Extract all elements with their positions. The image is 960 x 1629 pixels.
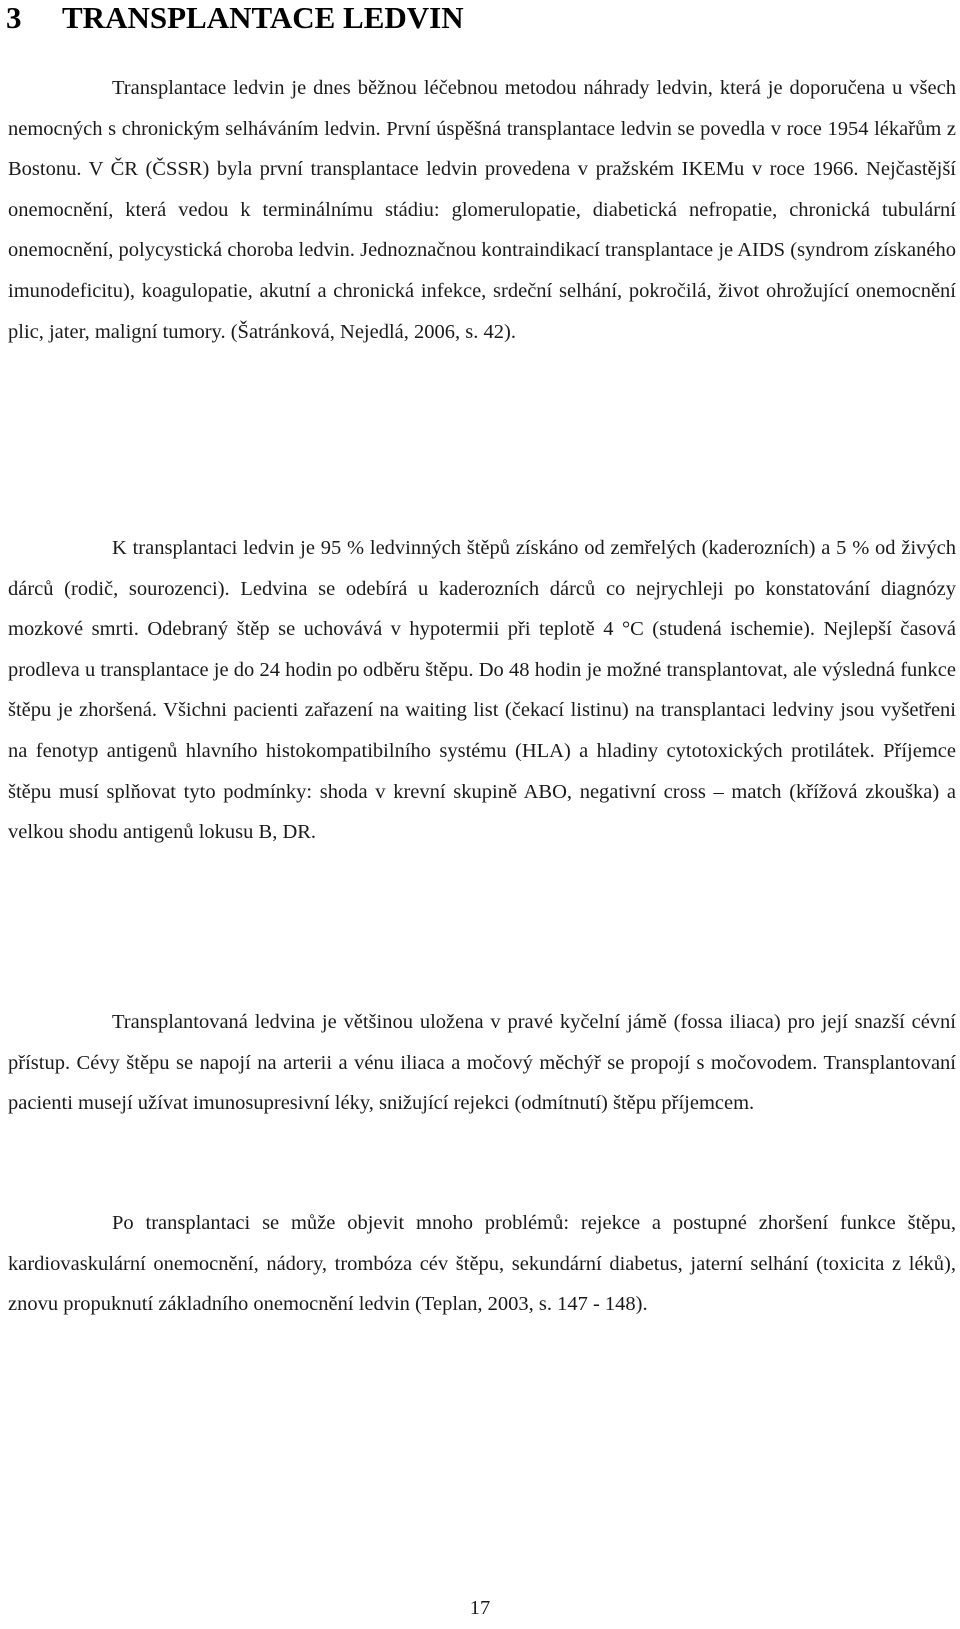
chapter-title: TRANSPLANTACE LEDVIN xyxy=(62,0,464,35)
paragraph-complications: Po transplantaci se může objevit mnoho problémů: rejekce a postupné zhoršení funkce štěpu, kardiovaskulární onemocnění, nádory, trombóza cév štěpu, sekundární diabetus, jaterní selhání (toxicita z léků), znovu propuknutí základního onemocnění ledvin (Teplan, 2003, s. 147 - 148). xyxy=(8,1212,956,1316)
paragraph-placement: Transplantovaná ledvina je většinou uložena v pravé kyčelní jámě (fossa iliaca) pro její snazší cévní přístup. Cévy štěpu se napojí na arterii a vénu iliaca a močový měchýř se propojí s močovodem. Transplantovaní pacienti musejí užívat imunosupresivní léky, snižující rejekci (odmítnutí) štěpu příjemcem. xyxy=(8,1011,956,1115)
chapter-number: 3 xyxy=(6,0,22,35)
paragraph-donors: K transplantaci ledvin je 95 % ledvinných štěpů získáno od zemřelých (kaderozních) a 5 % od živých dárců (rodič, sourozenci). Ledvina se odebírá u kaderozních dárců co nejrychleji po konstatování diagnózy mozkové smrti. Odebraný štěp se uchovává v hypotermii při teplotě 4 °C (studená ischemie). Nejlepší časová prodleva u transplantace je do 24 hodin po odběru štěpu. Do 48 hodin je možné transplantovat, ale výsledná funkce štěpu je zhoršená. Všichni pacienti zařazení na waiting list (čekací listinu) na transplantaci ledviny jsou vyšetřeni na fenotyp antigenů hlavního histokompatibilního systému (HLA) a hladiny cytotoxických protilátek. Příjemce štěpu musí splňovat tyto podmínky: shoda v krevní skupině ABO, negativní cross – match (křížová zkouška) a velkou shodu antigenů lokusu B, DR. xyxy=(8,537,956,844)
page-number: 17 xyxy=(469,1597,491,1619)
paragraph-intro: Transplantace ledvin je dnes běžnou léčebnou metodou náhrady ledvin, která je doporučena u všech nemocných s chronickým selháváním ledvin. První úspěšná transplantace ledvin se povedla v roce 1954 lékařům z Bostonu. V ČR (ČSSR) byla první transplantace ledvin provedena v pražském IKEMu v roce 1966. Nejčastější onemocnění, která vedou k terminálnímu stádiu: glomerulopatie, diabetická nefropatie, chronická tubulární onemocnění, polycystická choroba ledvin. Jednoznačnou kontraindikací transplantace je AIDS (syndrom získaného imunodeficitu), koagulopatie, akutní a chronická infekce, srdeční selhání, pokročilá, život ohrožující onemocnění plic, jater, maligní tumory. (Šatránková, Nejedlá, 2006, s. 42). xyxy=(8,77,956,343)
chapter-heading xyxy=(6,0,464,36)
